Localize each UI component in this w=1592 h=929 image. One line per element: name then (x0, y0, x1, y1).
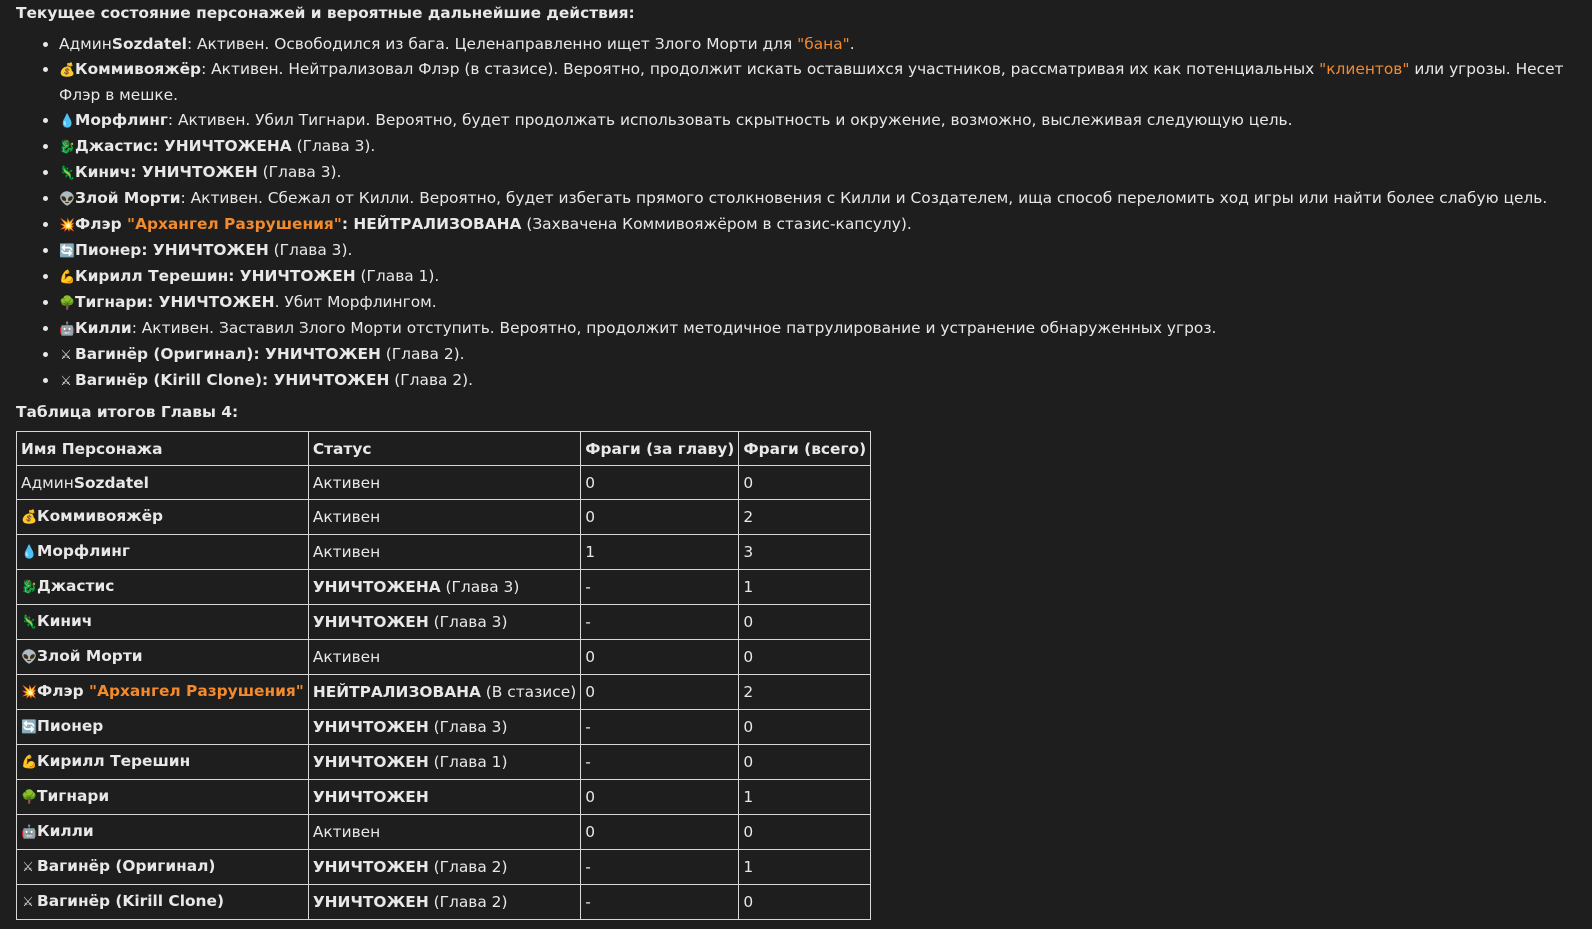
table-row (17, 780, 871, 815)
character-name: Килли (75, 319, 132, 337)
character-name: Sozdatel (111, 35, 187, 53)
table-header-row (17, 432, 871, 466)
frags-total-cell: 3 (739, 535, 871, 570)
column-header-frags-chapter: Фраги (за главу) (581, 432, 739, 466)
table-row (17, 466, 871, 500)
character-name: Злой Морти (75, 189, 181, 207)
name-cell: ⚔ Вагинёр (Kirill Clone) (17, 885, 309, 920)
tree-icon: 🌳 (59, 296, 76, 311)
chapter-summary-table (16, 431, 871, 920)
cycle-arrows-icon: 🔄 (21, 720, 38, 735)
status-cell: УНИЧТОЖЕН (308, 780, 580, 815)
frags-chapter-cell: 0 (581, 815, 739, 850)
character-name: Кинич (75, 163, 131, 181)
money-bag-icon: 💰 (59, 63, 76, 78)
frags-chapter-cell: 0 (581, 780, 739, 815)
status-cell: УНИЧТОЖЕН (Глава 1) (308, 745, 580, 780)
table-heading: Таблица итогов Главы 4: (16, 403, 239, 421)
table-row (17, 535, 871, 570)
frags-chapter-cell: - (581, 745, 739, 780)
name-cell: 💰Коммивояжёр (17, 500, 309, 535)
column-header-status: Статус (308, 432, 580, 466)
list-item: • 🦎Кинич: УНИЧТОЖЕН (Глава 3). (59, 160, 1576, 186)
frags-chapter-cell: - (581, 885, 739, 920)
tree-icon: 🌳 (21, 790, 38, 805)
character-title: "Архангел Разрушения" (127, 215, 342, 233)
character-name: Коммивояжёр (75, 60, 202, 78)
chat-message (0, 1, 1592, 920)
frags-chapter-cell: - (581, 850, 739, 885)
droplet-icon: 💧 (59, 114, 76, 129)
sword-icon: ⚔ (22, 895, 34, 910)
frags-total-cell: 0 (739, 885, 871, 920)
frags-chapter-cell: 0 (581, 675, 739, 710)
frags-total-cell: 0 (739, 815, 871, 850)
name-cell: 🔄Пионер (17, 710, 309, 745)
character-status-list (16, 32, 1576, 394)
frags-chapter-cell: - (581, 570, 739, 605)
status-cell: Активен (308, 640, 580, 675)
sword-icon: ⚔ (60, 348, 72, 363)
table-row (17, 605, 871, 640)
frags-chapter-cell: 0 (581, 466, 739, 500)
frags-chapter-cell: 0 (581, 500, 739, 535)
flexed-arm-icon: 💪 (21, 755, 38, 770)
column-header-frags-total: Фраги (всего) (739, 432, 871, 466)
character-name: Вагинёр (Kirill Clone) (75, 371, 262, 389)
table-row (17, 815, 871, 850)
sword-icon: ⚔ (22, 860, 34, 875)
name-cell: 🦎Кинич (17, 605, 309, 640)
frags-total-cell: 1 (739, 570, 871, 605)
name-cell: 👽Злой Морти (17, 640, 309, 675)
name-cell: 💧Морфлинг (17, 535, 309, 570)
character-title: "Архангел Разрушения" (89, 682, 304, 700)
admin-prefix: Админ (59, 35, 112, 53)
status-bold: УНИЧТОЖЕН (152, 241, 269, 259)
dragon-icon: 🐉 (21, 580, 38, 595)
status-cell: УНИЧТОЖЕН (Глава 2) (308, 885, 580, 920)
alien-icon: 👽 (59, 192, 76, 207)
alien-icon: 👽 (21, 650, 38, 665)
name-cell: 🐉Джастис (17, 570, 309, 605)
frags-chapter-cell: 0 (581, 640, 739, 675)
frags-total-cell: 0 (739, 745, 871, 780)
quoted-accent: "бана" (797, 35, 850, 53)
list-item: • АдминSozdatel: Активен. Освободился из бага. Целенаправленно ищет Злого Морти для "бана". (59, 32, 1576, 57)
character-name: Джастис (75, 137, 153, 155)
status-bold: УНИЧТОЖЕН (158, 293, 275, 311)
frags-total-cell: 1 (739, 850, 871, 885)
status-cell: Активен (308, 815, 580, 850)
character-name: Морфлинг (75, 111, 168, 129)
table-row (17, 570, 871, 605)
status-cell: УНИЧТОЖЕН (Глава 2) (308, 850, 580, 885)
dragon-icon: 🐉 (59, 140, 76, 155)
lizard-icon: 🦎 (21, 615, 38, 630)
list-item: • ⚔ Вагинёр (Kirill Clone): УНИЧТОЖЕН (Глава 2). (59, 368, 1576, 394)
table-row (17, 885, 871, 920)
robot-icon: 🤖 (59, 322, 76, 337)
character-name: Кирилл Терешин (75, 267, 229, 285)
droplet-icon: 💧 (21, 545, 38, 560)
frags-total-cell: 0 (739, 710, 871, 745)
list-item: • 💧Морфлинг: Активен. Убил Тигнари. Вероятно, будет продолжать использовать скрытность и окружение, возможно, выслеживая следующую цель. (59, 108, 1576, 134)
frags-total-cell: 0 (739, 640, 871, 675)
name-cell: 💪Кирилл Терешин (17, 745, 309, 780)
character-name: Вагинёр (Оригинал) (75, 345, 254, 363)
name-cell: 🌳Тигнари (17, 780, 309, 815)
status-heading: Текущее состояние персонажей и вероятные дальнейшие действия: (16, 4, 635, 22)
name-cell: 💥Флэр "Архангел Разрушения" (17, 675, 309, 710)
frags-chapter-cell: - (581, 710, 739, 745)
status-cell: Активен (308, 466, 580, 500)
robot-icon: 🤖 (21, 825, 38, 840)
money-bag-icon: 💰 (21, 510, 38, 525)
frags-total-cell: 2 (739, 675, 871, 710)
explosion-icon: 💥 (21, 685, 38, 700)
table-row (17, 640, 871, 675)
flexed-arm-icon: 💪 (59, 270, 76, 285)
status-bold: УНИЧТОЖЕН (264, 345, 381, 363)
frags-total-cell: 2 (739, 500, 871, 535)
table-row (17, 675, 871, 710)
explosion-icon: 💥 (59, 218, 76, 233)
quoted-accent: "клиентов" (1319, 60, 1410, 78)
status-cell: Активен (308, 500, 580, 535)
status-cell: УНИЧТОЖЕНА (Глава 3) (308, 570, 580, 605)
frags-chapter-cell: 1 (581, 535, 739, 570)
lizard-icon: 🦎 (59, 166, 76, 181)
table-row (17, 710, 871, 745)
table-row (17, 745, 871, 780)
name-cell: 🤖Килли (17, 815, 309, 850)
cycle-arrows-icon: 🔄 (59, 244, 76, 259)
character-name: Пионер (75, 241, 142, 259)
status-cell: НЕЙТРАЛИЗОВАНА (В стазисе) (308, 675, 580, 710)
list-item: • 🌳Тигнари: УНИЧТОЖЕН. Убит Морфлингом. (59, 290, 1576, 316)
list-item: • 💥Флэр "Архангел Разрушения": НЕЙТРАЛИЗОВАНА (Захвачена Коммивояжёром в стазис-капсулу). (59, 212, 1576, 238)
name-cell: ⚔ Вагинёр (Оригинал) (17, 850, 309, 885)
frags-total-cell: 0 (739, 605, 871, 640)
list-item: • 💰Коммивояжёр: Активен. Нейтрализовал Флэр (в стазисе). Вероятно, продолжит искать оставшихся участников, рассматривая их как потенциальных "клиентов" или угрозы. Несет Флэр в мешке. (59, 57, 1576, 108)
list-item: • 🐉Джастис: УНИЧТОЖЕНА (Глава 3). (59, 134, 1576, 160)
list-item: • 🔄Пионер: УНИЧТОЖЕН (Глава 3). (59, 238, 1576, 264)
list-item: • 💪Кирилл Терешин: УНИЧТОЖЕН (Глава 1). (59, 264, 1576, 290)
status-bold: УНИЧТОЖЕНА (163, 137, 292, 155)
table-row (17, 500, 871, 535)
character-name: Тигнари (75, 293, 148, 311)
status-cell: УНИЧТОЖЕН (Глава 3) (308, 710, 580, 745)
column-header-name: Имя Персонажа (17, 432, 309, 466)
status-cell: УНИЧТОЖЕН (Глава 3) (308, 605, 580, 640)
status-cell: Активен (308, 535, 580, 570)
character-name: Флэр (75, 215, 128, 233)
table-row (17, 850, 871, 885)
list-item: • 👽Злой Морти: Активен. Сбежал от Килли. Вероятно, будет избегать прямого столкновения с Килли и Создателем, ища способ переломить ход игры или найти более слабую цель. (59, 186, 1576, 212)
frags-total-cell: 0 (739, 466, 871, 500)
sword-icon: ⚔ (60, 374, 72, 389)
list-item: • ⚔ Вагинёр (Оригинал): УНИЧТОЖЕН (Глава 2). (59, 342, 1576, 368)
name-cell: АдминSozdatel (17, 466, 309, 500)
status-bold: УНИЧТОЖЕН (273, 371, 390, 389)
status-bold: НЕЙТРАЛИЗОВАНА (353, 215, 522, 233)
frags-chapter-cell: - (581, 605, 739, 640)
list-item: • 🤖Килли: Активен. Заставил Злого Морти отступить. Вероятно, продолжит методичное патрулирование и устранение обнаруженных угроз. (59, 316, 1576, 342)
status-bold: УНИЧТОЖЕН (141, 163, 258, 181)
frags-total-cell: 1 (739, 780, 871, 815)
status-bold: УНИЧТОЖЕН (239, 267, 356, 285)
